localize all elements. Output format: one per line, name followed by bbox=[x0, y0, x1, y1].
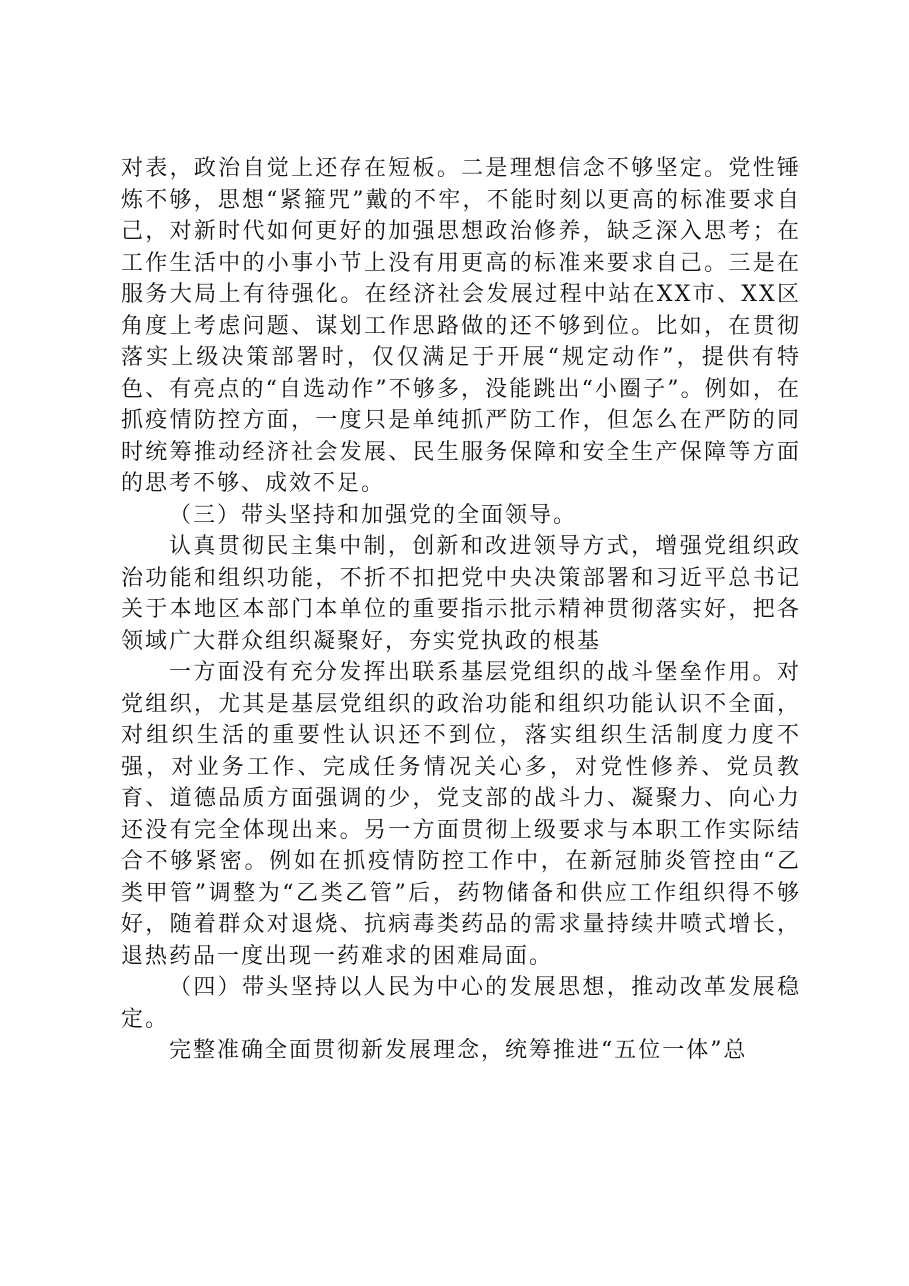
paragraph-new-development-concept: 完整准确全面贯彻新发展理念，统筹推进“五位一体”总 bbox=[169, 1038, 748, 1063]
document-body bbox=[121, 153, 801, 1067]
paragraph-grassroots-organization: 一方面没有充分发挥出联系基层党组织的战斗堡垒作用。对党组织，尤其是基层党组织的政治功能和组织功能认识不全面，对组织生活的重要性认识还不到位，落实组织生活制度力度不强，对业务工作、完成任务情况关心多，对党性修养、党员教育、道德品质方面强调的少，党支部的战斗力、凝聚力、向心力还没有完全体现出来。另一方面贯彻上级要求与本职工作实际结合不够紧密。例如在抓疫情防控工作中，在新冠肺炎管控由“乙类甲管”调整为“乙类乙管”后，药物储备和供应工作组织得不够好，随着群众对退烧、抗病毒类药品的需求量持续井喷式增长，退热药品一度出现一药难求的困难局面。 bbox=[121, 660, 801, 969]
section-heading-3: （三）带头坚持和加强党的全面领导。 bbox=[169, 502, 578, 528]
section-heading-4: （四）带头坚持以人民为中心的发展思想，推动改革发展稳定。 bbox=[121, 975, 801, 1032]
paragraph-democratic-centralism: 认真贯彻民主集中制，创新和改进领导方式，增强党组织政治功能和组织功能，不折不扣把党中央决策部署和习近平总书记关于本地区本部门本单位的重要指示批示精神贯彻落实好，把各领域广大群众组织凝聚好，夯实党执政的根基 bbox=[121, 534, 801, 654]
paragraph-political-awareness: 对表，政治自觉上还存在短板。二是理想信念不够坚定。党性锤炼不够，思想“紧箍咒”戴的不牢，不能时刻以更高的标准要求自己，对新时代如何更好的加强思想政治修养，缺乏深入思考；在工作生活中的小事小节上没有用更高的标准来要求自己。三是在服务大局上有待强化。在经济社会发展过程中站在XX市、XX区角度上考虑问题、谋划工作思路做的还不够到位。比如，在贯彻落实上级决策部署时，仅仅满足于开展“规定动作”，提供有特色、有亮点的“自选动作”不够多，没能跳出“小圈子”。例如，在抓疫情防控方面，一度只是单纯抓严防工作，但怎么在严防的同时统筹推动经济社会发展、民生服务保障和安全生产保障等方面的思考不够、成效不足。 bbox=[121, 156, 801, 496]
